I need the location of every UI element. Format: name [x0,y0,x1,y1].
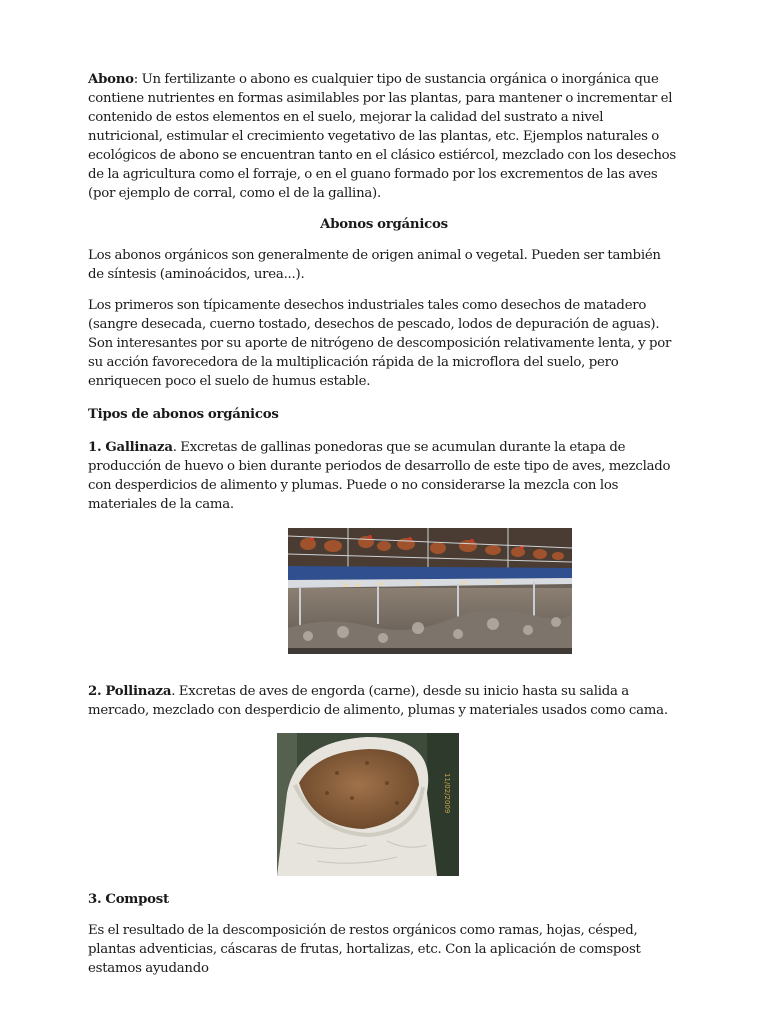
figure-gallinaza [88,528,680,654]
item-compost-title: 3. Compost [88,892,169,907]
section-title: Abonos orgánicos [320,217,448,232]
item-gallinaza [88,438,680,514]
paragraph-origin: Los abonos orgánicos son generalmente de origen animal o vegetal. Pueden ser también de síntesis (aminoácidos, urea...). [88,248,661,282]
intro-text: : Un fertilizante o abono es cualquier tipo de sustancia orgánica o inorgánica que contiene nutrientes en formas asimilables por las plantas, para mantener o incrementar el contenido de estos elementos en el suelo, mejorar la calidad del sustrato a nivel nutricional, estimular el crecimiento vegetativo de las plantas, etc. Ejemplos naturales o ecológicos de abono se encuentran tanto en el clásico estiércol, mezclado con los desechos de la agricultura como el forraje, o en el guano formado por los excrementos de las aves (por ejemplo de corral, como el de la gallina). [88,72,677,201]
manure-sack-photo [277,733,459,876]
figure-pollinaza [88,733,680,876]
item-compost-text: Es el resultado de la descomposición de restos orgánicos como ramas, hojas, césped, plantas adventicias, cáscaras de frutas, hortalizas, etc. Con la aplicación de comspost estamos ayudando [88,923,641,976]
item-pollinaza-text: . Excretas de aves de engorda (carne), desde su inicio hasta su salida a mercado, mezclado con desperdicio de alimento, plumas y materiales usados como cama. [88,684,668,718]
svg-text:11/02/2009: 11/02/2009 [443,773,451,814]
item-pollinaza [88,682,680,720]
document-content [88,70,680,978]
item-pollinaza-title: 2. Pollinaza [88,684,172,699]
intro-term: Abono [88,72,134,87]
intro-paragraph [88,70,680,203]
item-gallinaza-text: . Excretas de gallinas ponedoras que se acumulan durante la etapa de producción de huevo o bien durante periodos de desarrollo de este tipo de aves, mezclado con desperdicios de alimento y plumas. Puede o no considerarse la mezcla con los materiales de la cama. [88,440,671,512]
paragraph-industrial-waste: Los primeros son típicamente desechos industriales tales como desechos de matadero (sangre desecada, cuerno tostado, desechos de pescado, lodos de depuración de aguas). Son interesantes por su aporte de nitrógeno de descomposición relativamente lenta, y por su acción favorecedora de la multiplicación rápida de la microflora del suelo, pero enriquecen poco el suelo de humus estable. [88,298,672,389]
hen-house-photo [288,528,572,654]
types-heading: Tipos de abonos orgánicos [88,407,279,422]
item-gallinaza-title: 1. Gallinaza [88,440,173,455]
